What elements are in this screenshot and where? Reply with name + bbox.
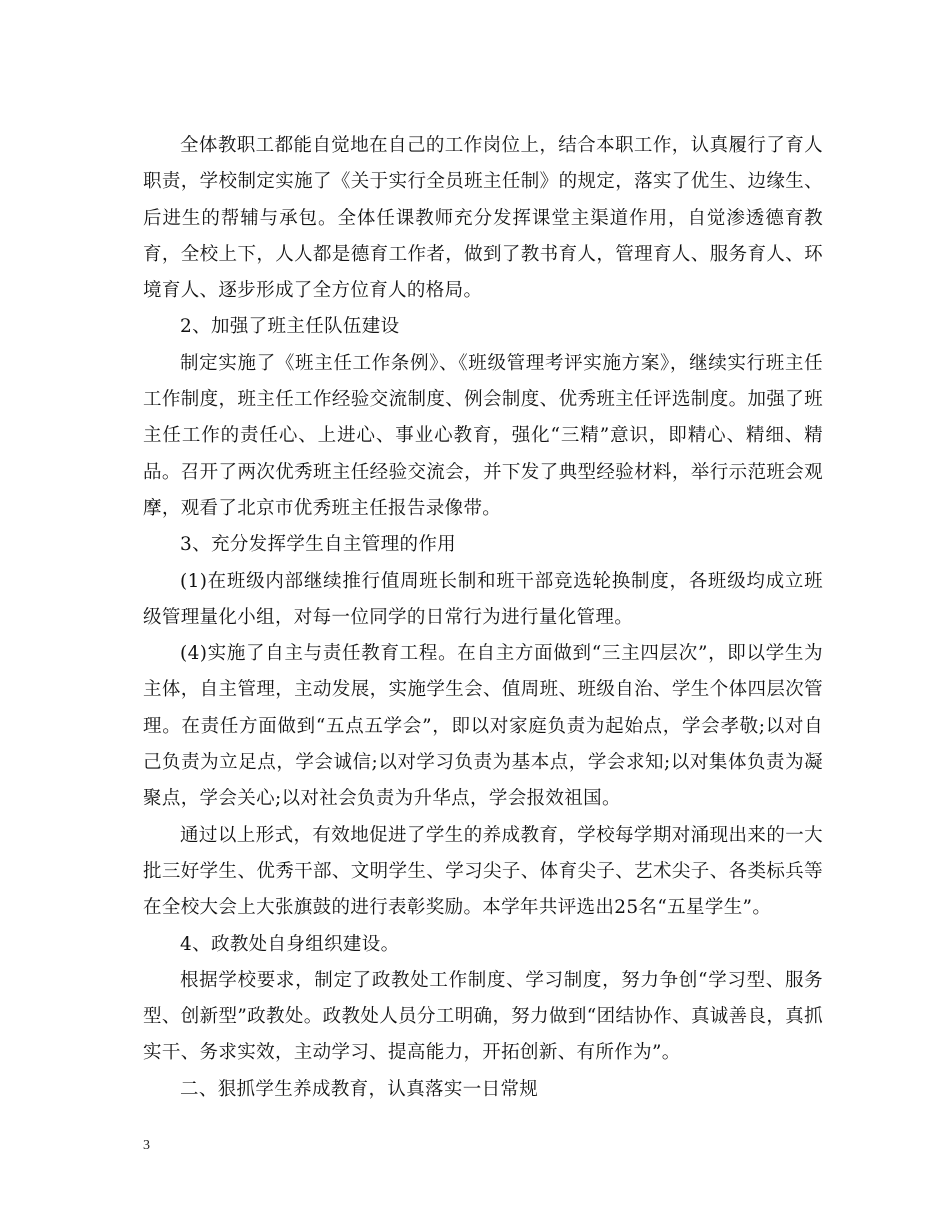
heading-office-organization: 4、政教处自身组织建设。 [180, 933, 400, 955]
paragraph-class-teacher-system: 制定实施了《班主任工作条例》、《班级管理考评实施方案》，继续实行班主任工作制度，班主任工作经验交流制度、例会制度、优秀班主任评选制度。加强了班主任工作的责任心、上进心、事业心教育，强化“三精”意识，即精心、精细、精品。召开了两次优秀班主任经验交流会，并下发了典型经验材料，举行示范班会观摩，观看了北京市优秀班主任报告录像带。 [143, 352, 823, 519]
heading-class-teacher-team: 2、加强了班主任队伍建设 [180, 316, 400, 338]
document-body [143, 128, 823, 1108]
paragraph-office-system: 根据学校要求，制定了政教处工作制度、学习制度，努力争创“学习型、服务型、创新型”政教处。政教处人员分工明确，努力做到“团结协作、真诚善良，真抓实干、务求实效，主动学习、提高能力，开拓创新、有所作为”。 [143, 969, 823, 1064]
paragraph-item-4: (4)实施了自主与责任教育工程。在自主方面做到“三主四层次”，即以学生为主体，自主管理，主动发展，实施学生会、值周班、班级自治、学生个体四层次管理。在责任方面做到“五点五学会”，即以对家庭负责为起始点，学会孝敬;以对自己负责为立足点，学会诚信;以对学习负责为基本点，学会求知;以对集体负责为凝聚点，学会关心;以对社会负责为升华点，学会报效祖国。 [143, 643, 823, 810]
heading-student-self-management: 3、充分发挥学生自主管理的作用 [180, 534, 457, 556]
paragraph-staff-duties: 全体教职工都能自觉地在自己的工作岗位上，结合本职工作，认真履行了育人职责，学校制定实施了《关于实行全员班主任制》的规定，落实了优生、边缘生、后进生的帮辅与承包。全体任课教师充分发挥课堂主渠道作用，自觉渗透德育教育，全校上下，人人都是德育工作者，做到了教书育人，管理育人、服务育人、环境育人、逐步形成了全方位育人的格局。 [143, 135, 823, 302]
paragraph-commendations: 通过以上形式，有效地促进了学生的养成教育，学校每学期对涌现出来的一大批三好学生、优秀干部、文明学生、学习尖子、体育尖子、艺术尖子、各类标兵等在全校大会上大张旗鼓的进行表彰奖励。本学年共评选出25名“五星学生”。 [143, 824, 823, 919]
paragraph-item-1: (1)在班级内部继续推行值周班长制和班干部竞选轮换制度，各班级均成立班级管理量化小组，对每一位同学的日常行为进行量化管理。 [143, 570, 823, 628]
page-number: 3 [143, 1138, 150, 1153]
heading-section-two: 二、狠抓学生养成教育，认真落实一日常规 [180, 1078, 539, 1100]
